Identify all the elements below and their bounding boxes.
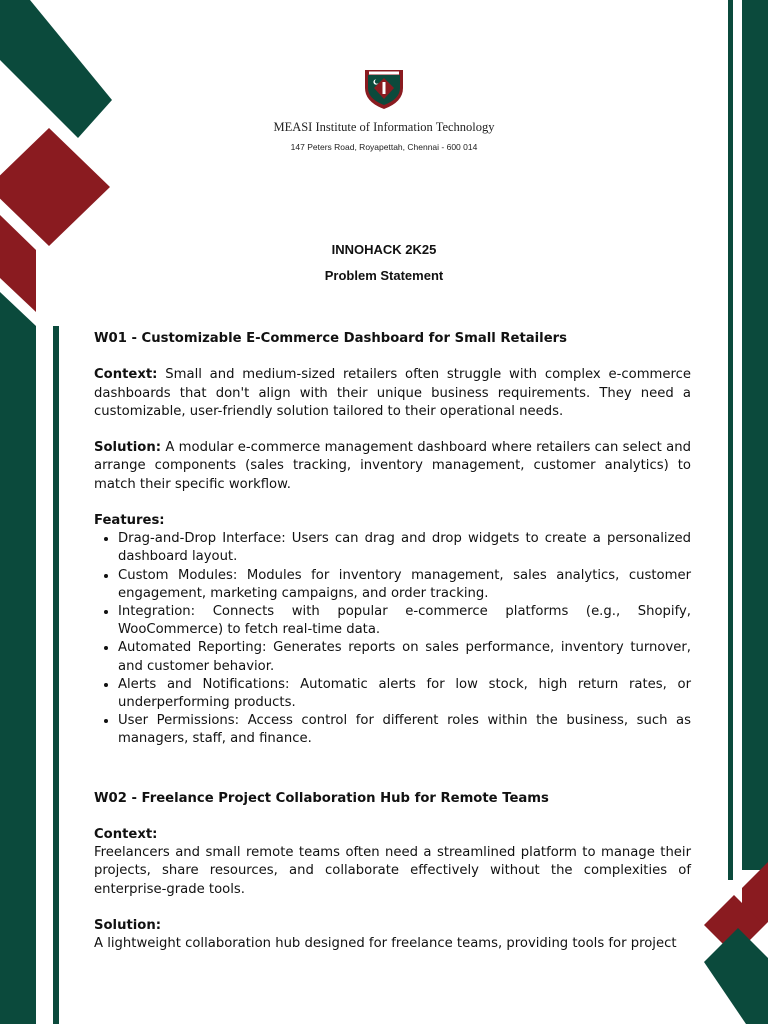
feature-item: • Integration: Connects with popular e-commerce platforms (e.g., Shopify, WooCommerce) to fetch real-time data. — [118, 603, 691, 639]
context-label: Context: — [94, 827, 158, 843]
solution-text: A modular e-commerce management dashboard where retailers can select and arrange components (sales tracking, inventory management, customer analytics) to match their specific workflow. — [94, 440, 691, 492]
solution-paragraph — [94, 439, 691, 494]
feature-item: • Drag-and-Drop Interface: Users can drag and drop widgets to create a personalized dashboard layout. — [118, 530, 691, 566]
left-green-thin-bar — [53, 326, 59, 1024]
problem-title: W01 - Customizable E-Commerce Dashboard for Small Retailers — [94, 331, 567, 346]
solution-label: Solution: — [94, 918, 162, 934]
left-green-bar — [0, 292, 36, 1024]
solution-text: A lightweight collaboration hub designed for freelance teams, providing tools for project — [94, 936, 677, 952]
right-maroon-diamond — [704, 895, 764, 955]
feature-item: • Automated Reporting: Generates reports on sales performance, inventory turnover, and customer behavior. — [118, 639, 691, 675]
problem-title: W02 - Freelance Project Collaboration Hub for Remote Teams — [94, 790, 549, 806]
context-text: Freelancers and small remote teams often need a streamlined platform to manage their projects, share resources, and collaborate effectively without the complexities of enterprise-grade tools. — [94, 845, 691, 897]
college-crest-icon — [363, 68, 405, 110]
left-green-triangle — [0, 0, 112, 138]
left-maroon-strip — [0, 215, 36, 312]
institution-name: MEASI Institute of Information Technology — [273, 120, 495, 134]
right-maroon-strip — [742, 862, 768, 948]
solution-label: Solution: — [94, 440, 162, 456]
context-text: Small and medium-sized retailers often struggle with complex e-commerce dashboards that don't align with their unique business requirements. They need a customizable, user-friendly solution tailored to their operational needs. — [94, 367, 691, 419]
feature-item: • Alerts and Notifications: Automatic alerts for low stock, high return rates, or underperforming products. — [118, 676, 691, 712]
problem-statements — [94, 330, 691, 953]
feature-item: • Custom Modules: Modules for inventory management, sales analytics, customer engagement, marketing campaigns, and order tracking. — [118, 567, 691, 603]
features-list — [94, 530, 691, 748]
institution-address: 147 Peters Road, Royapettah, Chennai - 600 014 — [290, 142, 478, 152]
right-green-triangle — [704, 928, 768, 1024]
context-label: Context: — [94, 367, 158, 383]
context-paragraph — [94, 366, 691, 421]
feature-item: • User Permissions: Access control for different roles within the business, such as managers, staff, and finance. — [118, 712, 691, 748]
event-title: INNOHACK 2K25 — [331, 242, 437, 257]
features-label: Features: — [94, 512, 165, 528]
document-type: Problem Statement — [324, 268, 444, 283]
